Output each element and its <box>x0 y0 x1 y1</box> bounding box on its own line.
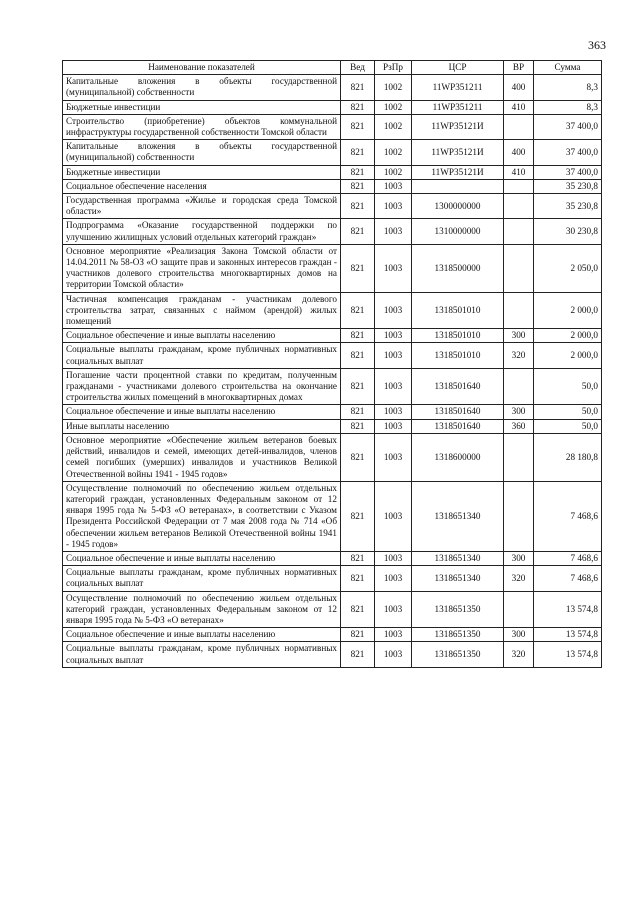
row-name: Капитальные вложения в объекты государственной (муниципальной) собственности <box>63 140 341 165</box>
row-name: Социальные выплаты гражданам, кроме публичных нормативных социальных выплат <box>63 642 341 667</box>
row-csr: 11WP35121И <box>412 165 504 179</box>
row-csr: 11WP35121И <box>412 114 504 139</box>
row-csr: 1318600000 <box>412 433 504 481</box>
table-row <box>63 628 602 642</box>
row-csr: 1318651340 <box>412 551 504 565</box>
row-csr: 1318501010 <box>412 343 504 368</box>
row-ved: 821 <box>341 244 375 292</box>
row-csr: 1318651340 <box>412 566 504 591</box>
row-rzpr: 1003 <box>375 566 412 591</box>
row-ved: 821 <box>341 165 375 179</box>
table-row <box>63 551 602 565</box>
row-name: Социальное обеспечение населения <box>63 179 341 193</box>
table-row <box>63 219 602 244</box>
row-sum: 2 050,0 <box>534 244 602 292</box>
row-csr: 1318501640 <box>412 419 504 433</box>
row-csr: 1318651350 <box>412 642 504 667</box>
row-vr <box>504 244 534 292</box>
row-sum: 2 000,0 <box>534 343 602 368</box>
row-sum: 8,3 <box>534 75 602 100</box>
row-rzpr: 1002 <box>375 140 412 165</box>
row-sum: 2 000,0 <box>534 329 602 343</box>
table-row <box>63 100 602 114</box>
row-csr: 1310000000 <box>412 219 504 244</box>
row-sum: 7 468,6 <box>534 551 602 565</box>
header-vr: ВР <box>504 61 534 75</box>
row-ved: 821 <box>341 219 375 244</box>
row-ved: 821 <box>341 566 375 591</box>
row-name: Социальное обеспечение и иные выплаты населению <box>63 329 341 343</box>
row-rzpr: 1003 <box>375 219 412 244</box>
table-row <box>63 419 602 433</box>
table-row <box>63 140 602 165</box>
row-name: Социальные выплаты гражданам, кроме публичных нормативных социальных выплат <box>63 343 341 368</box>
row-csr <box>412 179 504 193</box>
row-sum: 13 574,8 <box>534 628 602 642</box>
row-ved: 821 <box>341 551 375 565</box>
row-name: Государственная программа «Жилье и городская среда Томской области» <box>63 194 341 219</box>
table-row <box>63 75 602 100</box>
page-number: 363 <box>588 38 606 52</box>
row-name: Осуществление полномочий по обеспечению жильем отдельных категорий граждан, установленных Федеральным законом от 12 января 1995 года № 5-ФЗ «О ветеранах», в соответствии с Указом Президента Российской Федерации от 7 мая 2008 года № 714 «Об обеспечении жильем ветеранов Великой Отечественной войны 1941 - 1945 годов» <box>63 481 341 551</box>
row-ved: 821 <box>341 194 375 219</box>
row-sum: 37 400,0 <box>534 165 602 179</box>
row-rzpr: 1003 <box>375 591 412 628</box>
row-vr: 300 <box>504 329 534 343</box>
row-rzpr: 1003 <box>375 551 412 565</box>
row-rzpr: 1003 <box>375 433 412 481</box>
row-csr: 1318651340 <box>412 481 504 551</box>
row-rzpr: 1003 <box>375 179 412 193</box>
row-name: Подпрограмма «Оказание государственной поддержки по улучшению жилищных условий отдельных категорий граждан» <box>63 219 341 244</box>
row-name: Иные выплаты населению <box>63 419 341 433</box>
table-row <box>63 292 602 329</box>
row-sum: 35 230,8 <box>534 179 602 193</box>
row-rzpr: 1003 <box>375 481 412 551</box>
row-vr <box>504 292 534 329</box>
header-name: Наименование показателей <box>63 61 341 75</box>
table-header-row <box>63 61 602 75</box>
row-rzpr: 1003 <box>375 292 412 329</box>
row-vr <box>504 368 534 405</box>
row-sum: 50,0 <box>534 419 602 433</box>
row-name: Осуществление полномочий по обеспечению жильем отдельных категорий граждан, установленных Федеральным законом от 12 января 1995 года № 5-ФЗ «О ветеранах» <box>63 591 341 628</box>
row-name: Бюджетные инвестиции <box>63 165 341 179</box>
row-name: Строительство (приобретение) объектов коммунальной инфраструктуры государственной собственности Томской области <box>63 114 341 139</box>
row-rzpr: 1002 <box>375 114 412 139</box>
row-ved: 821 <box>341 368 375 405</box>
row-csr: 1318500000 <box>412 244 504 292</box>
row-name: Частичная компенсация гражданам - участникам долевого строительства затрат, связанных с наймом (арендой) жилых помещений <box>63 292 341 329</box>
row-sum: 37 400,0 <box>534 140 602 165</box>
row-ved: 821 <box>341 591 375 628</box>
row-rzpr: 1003 <box>375 329 412 343</box>
row-vr: 300 <box>504 628 534 642</box>
row-ved: 821 <box>341 343 375 368</box>
row-ved: 821 <box>341 114 375 139</box>
table-row <box>63 329 602 343</box>
row-vr: 400 <box>504 140 534 165</box>
table-row <box>63 368 602 405</box>
row-vr: 360 <box>504 419 534 433</box>
row-sum: 13 574,8 <box>534 642 602 667</box>
row-sum: 50,0 <box>534 405 602 419</box>
header-csr: ЦСР <box>412 61 504 75</box>
row-sum: 37 400,0 <box>534 114 602 139</box>
row-vr: 410 <box>504 100 534 114</box>
row-vr <box>504 481 534 551</box>
row-rzpr: 1003 <box>375 419 412 433</box>
row-sum: 13 574,8 <box>534 591 602 628</box>
row-sum: 30 230,8 <box>534 219 602 244</box>
table-row <box>63 642 602 667</box>
row-ved: 821 <box>341 329 375 343</box>
row-csr: 1318651350 <box>412 591 504 628</box>
row-vr <box>504 194 534 219</box>
row-csr: 1318651350 <box>412 628 504 642</box>
table-row <box>63 179 602 193</box>
table-row <box>63 165 602 179</box>
row-name: Погашение части процентной ставки по кредитам, полученным гражданами - участниками долевого строительства на окончание строительства жилых помещений в многоквартирных домах <box>63 368 341 405</box>
header-ved: Вед <box>341 61 375 75</box>
row-ved: 821 <box>341 642 375 667</box>
row-vr: 400 <box>504 75 534 100</box>
row-ved: 821 <box>341 481 375 551</box>
row-vr <box>504 179 534 193</box>
row-name: Социальное обеспечение и иные выплаты населению <box>63 628 341 642</box>
table-row <box>63 194 602 219</box>
row-vr: 410 <box>504 165 534 179</box>
row-rzpr: 1003 <box>375 343 412 368</box>
row-vr <box>504 433 534 481</box>
table-body <box>63 75 602 668</box>
table-row <box>63 566 602 591</box>
row-vr: 320 <box>504 642 534 667</box>
row-csr: 1300000000 <box>412 194 504 219</box>
row-rzpr: 1002 <box>375 75 412 100</box>
row-rzpr: 1002 <box>375 100 412 114</box>
row-csr: 11WP351211 <box>412 75 504 100</box>
row-csr: 1318501640 <box>412 405 504 419</box>
row-csr: 1318501010 <box>412 292 504 329</box>
row-vr: 320 <box>504 566 534 591</box>
row-vr: 300 <box>504 405 534 419</box>
row-sum: 28 180,8 <box>534 433 602 481</box>
row-ved: 821 <box>341 419 375 433</box>
row-ved: 821 <box>341 628 375 642</box>
row-sum: 2 000,0 <box>534 292 602 329</box>
row-rzpr: 1003 <box>375 244 412 292</box>
row-name: Основное мероприятие «Обеспечение жильем ветеранов боевых действий, инвалидов и семей, имеющих детей-инвалидов, членов семей погибших (умерших) инвалидов и участников Великой Отечественной войны 1941 - 1945 годов» <box>63 433 341 481</box>
row-ved: 821 <box>341 75 375 100</box>
row-name: Капитальные вложения в объекты государственной (муниципальной) собственности <box>63 75 341 100</box>
row-csr: 11WP35121И <box>412 140 504 165</box>
row-sum: 8,3 <box>534 100 602 114</box>
row-ved: 821 <box>341 292 375 329</box>
row-rzpr: 1003 <box>375 628 412 642</box>
row-name: Основное мероприятие «Реализация Закона Томской области от 14.04.2011 № 58-ОЗ «О защите прав и законных интересов граждан - участников долевого строительства многоквартирных домов на территории Томской области» <box>63 244 341 292</box>
row-ved: 821 <box>341 100 375 114</box>
header-sum: Сумма <box>534 61 602 75</box>
row-name: Бюджетные инвестиции <box>63 100 341 114</box>
row-vr: 320 <box>504 343 534 368</box>
row-name: Социальные выплаты гражданам, кроме публичных нормативных социальных выплат <box>63 566 341 591</box>
row-name: Социальное обеспечение и иные выплаты населению <box>63 551 341 565</box>
row-ved: 821 <box>341 433 375 481</box>
row-sum: 35 230,8 <box>534 194 602 219</box>
table-row <box>63 481 602 551</box>
row-rzpr: 1003 <box>375 368 412 405</box>
row-ved: 821 <box>341 179 375 193</box>
row-vr <box>504 114 534 139</box>
row-rzpr: 1003 <box>375 405 412 419</box>
table-row <box>63 114 602 139</box>
row-csr: 11WP351211 <box>412 100 504 114</box>
table-row <box>63 343 602 368</box>
row-name: Социальное обеспечение и иные выплаты населению <box>63 405 341 419</box>
table-row <box>63 405 602 419</box>
row-rzpr: 1003 <box>375 194 412 219</box>
budget-table <box>62 60 602 668</box>
row-sum: 7 468,6 <box>534 481 602 551</box>
row-rzpr: 1002 <box>375 165 412 179</box>
table-row <box>63 591 602 628</box>
row-vr <box>504 219 534 244</box>
table-row <box>63 433 602 481</box>
table-row <box>63 244 602 292</box>
row-csr: 1318501010 <box>412 329 504 343</box>
header-rzpr: РзПр <box>375 61 412 75</box>
row-rzpr: 1003 <box>375 642 412 667</box>
row-vr <box>504 591 534 628</box>
row-vr: 300 <box>504 551 534 565</box>
row-csr: 1318501640 <box>412 368 504 405</box>
row-ved: 821 <box>341 405 375 419</box>
row-sum: 50,0 <box>534 368 602 405</box>
row-ved: 821 <box>341 140 375 165</box>
row-sum: 7 468,6 <box>534 566 602 591</box>
